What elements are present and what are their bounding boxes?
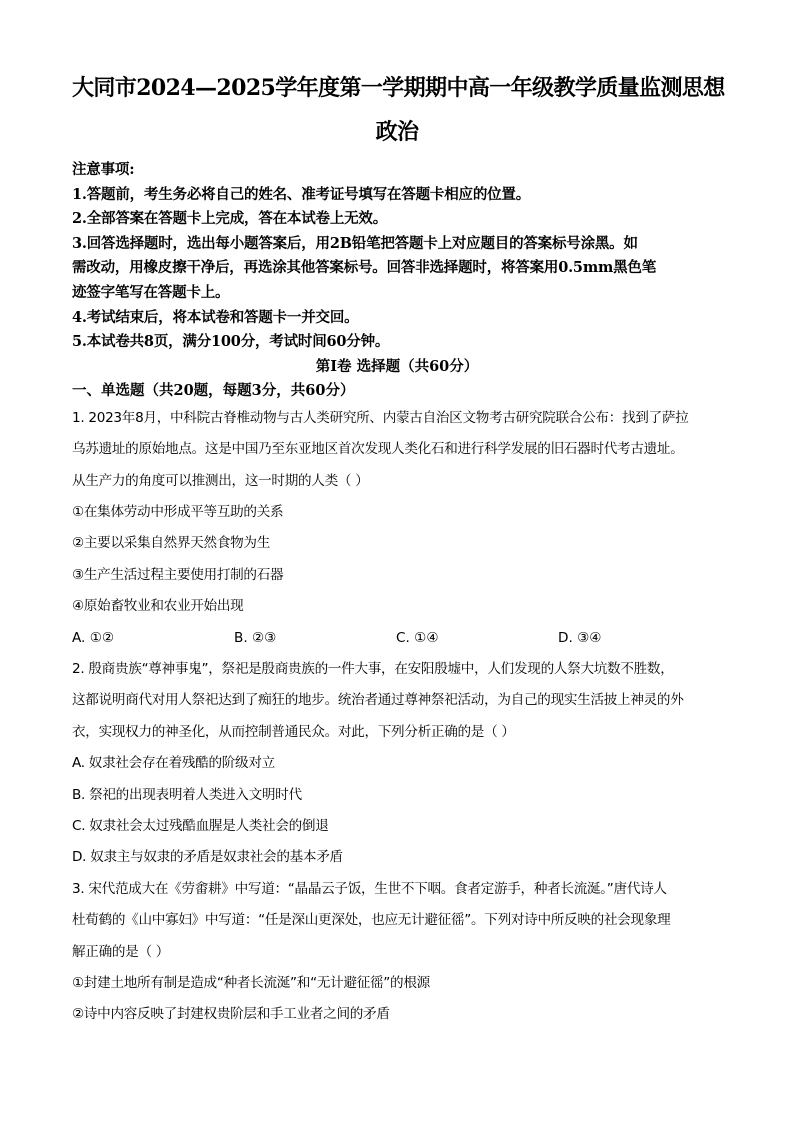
- question-statement: ①在集体劳动中形成平等互助的关系: [72, 503, 284, 520]
- notice-item: 4.考试结束后，将本试卷和答题卡一并交回。: [72, 308, 359, 326]
- question-statement: ②主要以采集自然界天然食物为生: [72, 535, 270, 552]
- answer-option-b: B. 祭祀的出现表明着人类进入文明时代: [72, 786, 302, 803]
- notice-heading: 注意事项:: [72, 161, 135, 178]
- answer-option-a: A. 奴隶社会存在着残酷的阶级对立: [72, 755, 275, 772]
- notice-item: 迹签字笔写在答题卡上。: [72, 283, 230, 301]
- answer-option-a: A. ①②: [72, 629, 115, 646]
- answer-option-c: C. ①④: [396, 629, 439, 646]
- question-stem-line: 1. 2023年8月，中科院古脊椎动物与古人类研究所、内蒙古自治区文物考古研究院联合公布：找到了萨拉: [72, 409, 689, 426]
- exam-title-line1: 大同市2024—2025学年度第一学期期中高一年级教学质量监测思想: [72, 75, 725, 101]
- notice-item: 5.本试卷共8页，满分100分，考试时间60分钟。: [72, 333, 390, 351]
- question-stem-line: 杜荀鹤的《山中寡妇》中写道：“任是深山更深处，也应无计避征徭”。下列对诗中所反映的社会现象理: [72, 912, 671, 929]
- notice-item: 3.回答选择题时，选出每小题答案后，用2B铅笔把答题卡上对应题目的答案标号涂黑。如: [72, 234, 638, 252]
- question-stem-line: 乌苏遗址的原始地点。这是中国乃至东亚地区首次发现人类化石和进行科学发展的旧石器时代考古遗址。: [72, 441, 684, 458]
- question-stem-line: 3. 宋代范成大在《劳畬耕》中写道：“晶晶云子饭，生世不下咽。食者定游手，种者长流涎。”唐代诗人: [72, 880, 667, 897]
- question-statement: ④原始畜牧业和农业开始出现: [72, 598, 244, 615]
- answer-option-d: D. ③④: [558, 629, 602, 646]
- question-3: [72, 874, 722, 1031]
- answer-option-c: C. 奴隶社会太过残酷血腥是人类社会的倒退: [72, 818, 329, 835]
- question-2: [72, 654, 722, 874]
- notice-item: 2.全部答案在答题卡上完成，答在本试卷上无效。: [72, 210, 388, 228]
- answer-options: [72, 623, 722, 654]
- answer-option-d: D. 奴隶主与奴隶的矛盾是奴隶社会的基本矛盾: [72, 849, 343, 866]
- section-title: 第Ⅰ卷 选择题（共60分）: [315, 357, 479, 375]
- question-statement: ②诗中内容反映了封建权贵阶层和手工业者之间的矛盾: [72, 1006, 390, 1023]
- answer-option-b: B. ②③: [234, 629, 277, 646]
- question-statement: ③生产生活过程主要使用打制的石器: [72, 566, 284, 583]
- notice-block: [72, 158, 722, 355]
- question-stem-line: 从生产力的角度可以推测出，这一时期的人类（ ）: [72, 472, 369, 489]
- question-stem-line: 解正确的是（ ）: [72, 943, 170, 960]
- question-statement: ①封建土地所有制是造成“种者长流涎”和“无计避征徭”的根源: [72, 975, 430, 992]
- notice-item: 需改动，用橡皮擦干净后，再选涂其他答案标号。回答非选择题时，将答案用0.5mm黑色笔: [72, 259, 657, 277]
- notice-item: 1.答题前，考生务必将自己的姓名、准考证号填写在答题卡相应的位置。: [72, 185, 531, 203]
- question-stem-line: 衣，实现权力的神圣化，从而控制普通民众。对此，下列分析正确的是（ ）: [72, 723, 515, 740]
- exam-page: [72, 66, 725, 1031]
- question-1: [72, 403, 722, 654]
- exam-title-line2: 政治: [375, 119, 419, 145]
- section-subtitle: 一、单选题（共20题，每题3分，共60分）: [72, 381, 355, 399]
- question-stem-line: 这都说明商代对用人祭祀达到了痴狂的地步。统治者通过尊神祭祀活动，为自己的现实生活披上神灵的外: [72, 692, 684, 709]
- question-stem-line: 2. 殷商贵族“尊神事鬼”，祭祀是殷商贵族的一件大事，在安阳殷墟中，人们发现的人祭大坑数不胜数，: [72, 661, 674, 677]
